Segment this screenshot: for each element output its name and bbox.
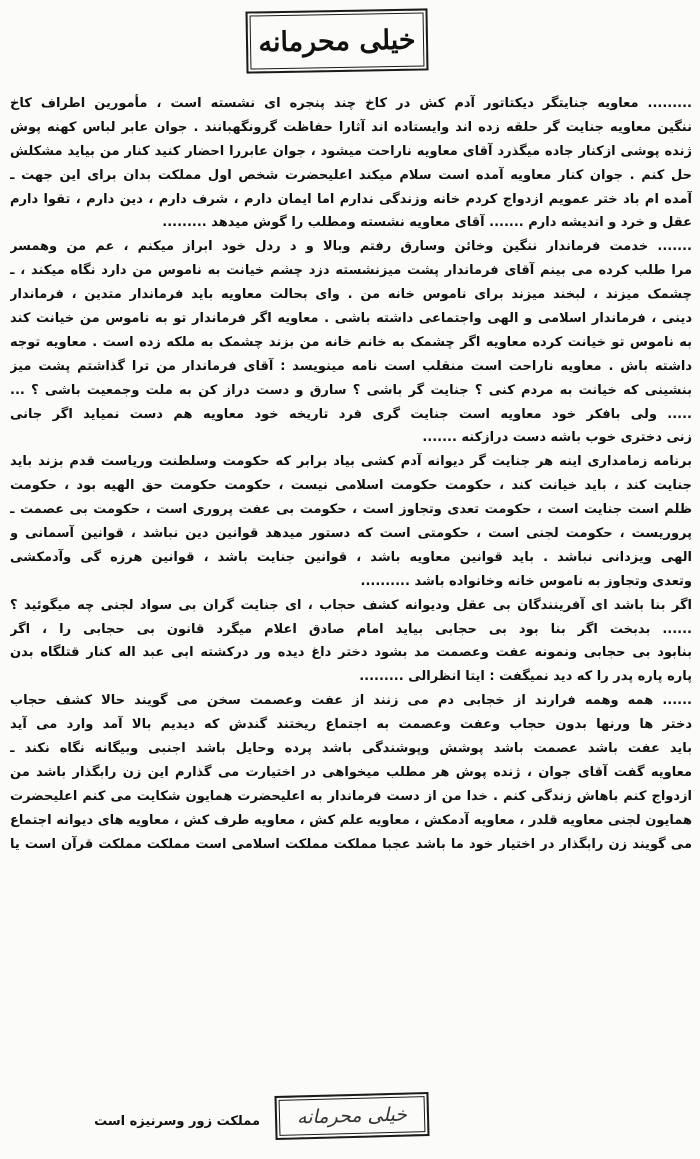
text-line: به ناموس تو خیانت کرده معاویه اگر چشمک به خانم خانه من بزند چشمک به ملکه زده است . معاویه توجه bbox=[10, 334, 692, 350]
text-line: دختر ها ورنها بدون حجاب وعفت وعصمت به اجتماع ریختند گندش که دیدیم بالا آمد وارد می آید bbox=[10, 717, 692, 733]
text-line: بنابود بی حجابی ونمونه عفت وعصمت مد بشود دختر داغ دیده ور درکشته ابی عبد اله کنار قتلگاه بدن bbox=[10, 645, 692, 661]
closing-line: مملکت زور وسرنیزه است bbox=[94, 1114, 260, 1129]
stamp-text-bottom: خیلی محرمانه bbox=[296, 1103, 408, 1129]
text-line: زنی دختری خوب باشه دست درازکنه ....... bbox=[422, 430, 692, 446]
text-line: می گویند زن رابگذار در اختیار خود ما باشد عجبا مملکت مملکت اسلامی است مملکت مملکت قرآن است یا bbox=[10, 836, 692, 852]
text-line: ظلم است جنایت است ، حکومت تعدی وتجاوز است ، حکومت بی عفت پروری است ، حکومت بی عصمت ـ bbox=[10, 502, 692, 518]
text-line: ...... بدبخت اگر بنا بود بی حجابی بیاید امام صادق اعلام میگرد قانون بی حجابی را ، اگر bbox=[10, 621, 692, 637]
text-line: جنایت کند ، باید خیانت کند ، حکومت حکومت اسلامی نیست ، حکومت حکومت حق الهیه بود ، حکومت bbox=[10, 478, 692, 494]
text-line: ..... ولی بافکر خود معاویه است جنایت گری فرد تاریخه خود معاویه هم دست نمیاید اگر جانی bbox=[10, 406, 692, 422]
classification-stamp-bottom bbox=[274, 1092, 429, 1140]
text-line: عقل و خرد و اندیشه دارم ....... آقای معاویه نشسته ومطلب را گوش میدهد ......... bbox=[162, 215, 692, 231]
text-line: معاویه گفت آقای جوان ، ژنده پوش هر مطلب میخواهی در اختیارت می گذارم این زن رابگذار باشد من bbox=[10, 764, 692, 780]
text-line: ازدواج کنم باهاش زندگی کنم . خدا من از دست فرماندار به اعلیحضرت همایون شکایت می کنم اعلیحضرت bbox=[10, 788, 692, 804]
text-line: اگر بنا باشد ای آفرینندگان بی عقل ودیوانه کشف حجاب ، ای جنایت گران بی سواد لجنی چه میگوئید ؟ bbox=[10, 597, 692, 613]
text-line: ....... خدمت فرماندار ننگین وخائن وسارق رفتم وبالا و د ردل خود ابراز میکنم ، عم من وهمسر bbox=[10, 239, 692, 255]
document-body bbox=[10, 92, 692, 857]
text-line: بنشینی که خیانت به مردم کنی ؟ جنایت گر باشی ؟ سارق و دست دراز کن به ملت وجمعیت باشی ؟ ... bbox=[10, 382, 692, 398]
text-line: الهی ویزدانی نباشد . باید قوانین معاویه باشد ، قوانین جنایت باشد ، قوانین هرزه گی وآدمکشی bbox=[10, 549, 692, 565]
text-line: حل کنم . جوان کنار معاویه آمده است سلام میکند اعلیحضرت شخص اول مملکت بدان برای این جهت ـ bbox=[10, 167, 692, 183]
text-line: وتعدی وتجاوز به ناموس خانه وخانواده باشد .......... bbox=[360, 573, 692, 589]
text-line: باید عفت باشد عصمت باشد پوشش وپوشندگی باشد پرده وحایل باشد اجنبی وبیگانه نگاه نکند ـ bbox=[10, 741, 692, 757]
text-line: داشته باش . معاویه ناراحت است منقلب است نامه مینویسد : آقای فرماندار من ترا گذاشتم پشت میز bbox=[10, 358, 692, 374]
text-line: همایون لجنی معاویه قلدر ، معاویه آدمکش ، معاویه علم کش ، معاویه طرف کش ، معاویه های دیوانه اجتماع bbox=[10, 812, 692, 828]
text-line: ......... معاویه جنایتگر دیکتاتور آدم کش در کاخ چند پنجره ای نشسته است ، مأمورین اطراف کاخ bbox=[10, 96, 692, 111]
text-line: پاره پاره پدر را که دید نمیگفت : ایتا انظرالی ......... bbox=[359, 669, 692, 685]
text-line: پروریست ، حکومت لجنی است ، حکومتی است که دستور میدهد قوانین دین نباشد ، قوانین آسمانی و bbox=[10, 526, 692, 542]
text-line: چشمک میزند ، لبخند میزند برای ناموس خانه من . وای بحالت معاویه باید فرماندار متدین ، فرماندار bbox=[10, 287, 692, 303]
text-line: دینی ، فرماندار اسلامی و الهی واجتماعی داشته باشی . معاویه اگر فرماندار تو به ناموس من خیانت کند bbox=[10, 311, 692, 327]
text-line: ننگین معاویه جنایت گر حلقه زده اند وایستاده اند آثارا حفاظت گرونگهبانند . جوان عابر لباس کهنه پوش bbox=[10, 119, 692, 135]
text-line: مرا طلب کرده می بینم آقای فرماندار پشت میزنشسته دزد چشم خیانت به ناموس من دارد نگاه میکند ، ـ bbox=[10, 263, 692, 279]
text-line: آمده ام باد ختر عمویم ازدواج کردم خانه وزندگی ندارم اما ایمان دارم ، شرف دارم ، دین دارم ، تقوا دارم bbox=[10, 191, 692, 207]
text-line: برنامه زمامداری اینه هر جنایت گر دیوانه آدم کشی بیاد برابر که حکومت وسلطنت وریاست قدم بزند باید bbox=[10, 454, 692, 470]
stamp-text: خیلی محرمانه bbox=[258, 24, 416, 58]
text-line: ...... همه وهمه فرارند از خجابی دم می زنند از عفت وعصمت سخن می گویند حالا کشف حجاب bbox=[10, 693, 692, 709]
classification-stamp bbox=[245, 8, 428, 73]
text-line: ژنده پوشی ازکنار جاده میگذرد آقای معاویه ناراحت میشود ، جوان عابررا احضار کنید کنار من بیاید مشکلش bbox=[10, 143, 692, 159]
